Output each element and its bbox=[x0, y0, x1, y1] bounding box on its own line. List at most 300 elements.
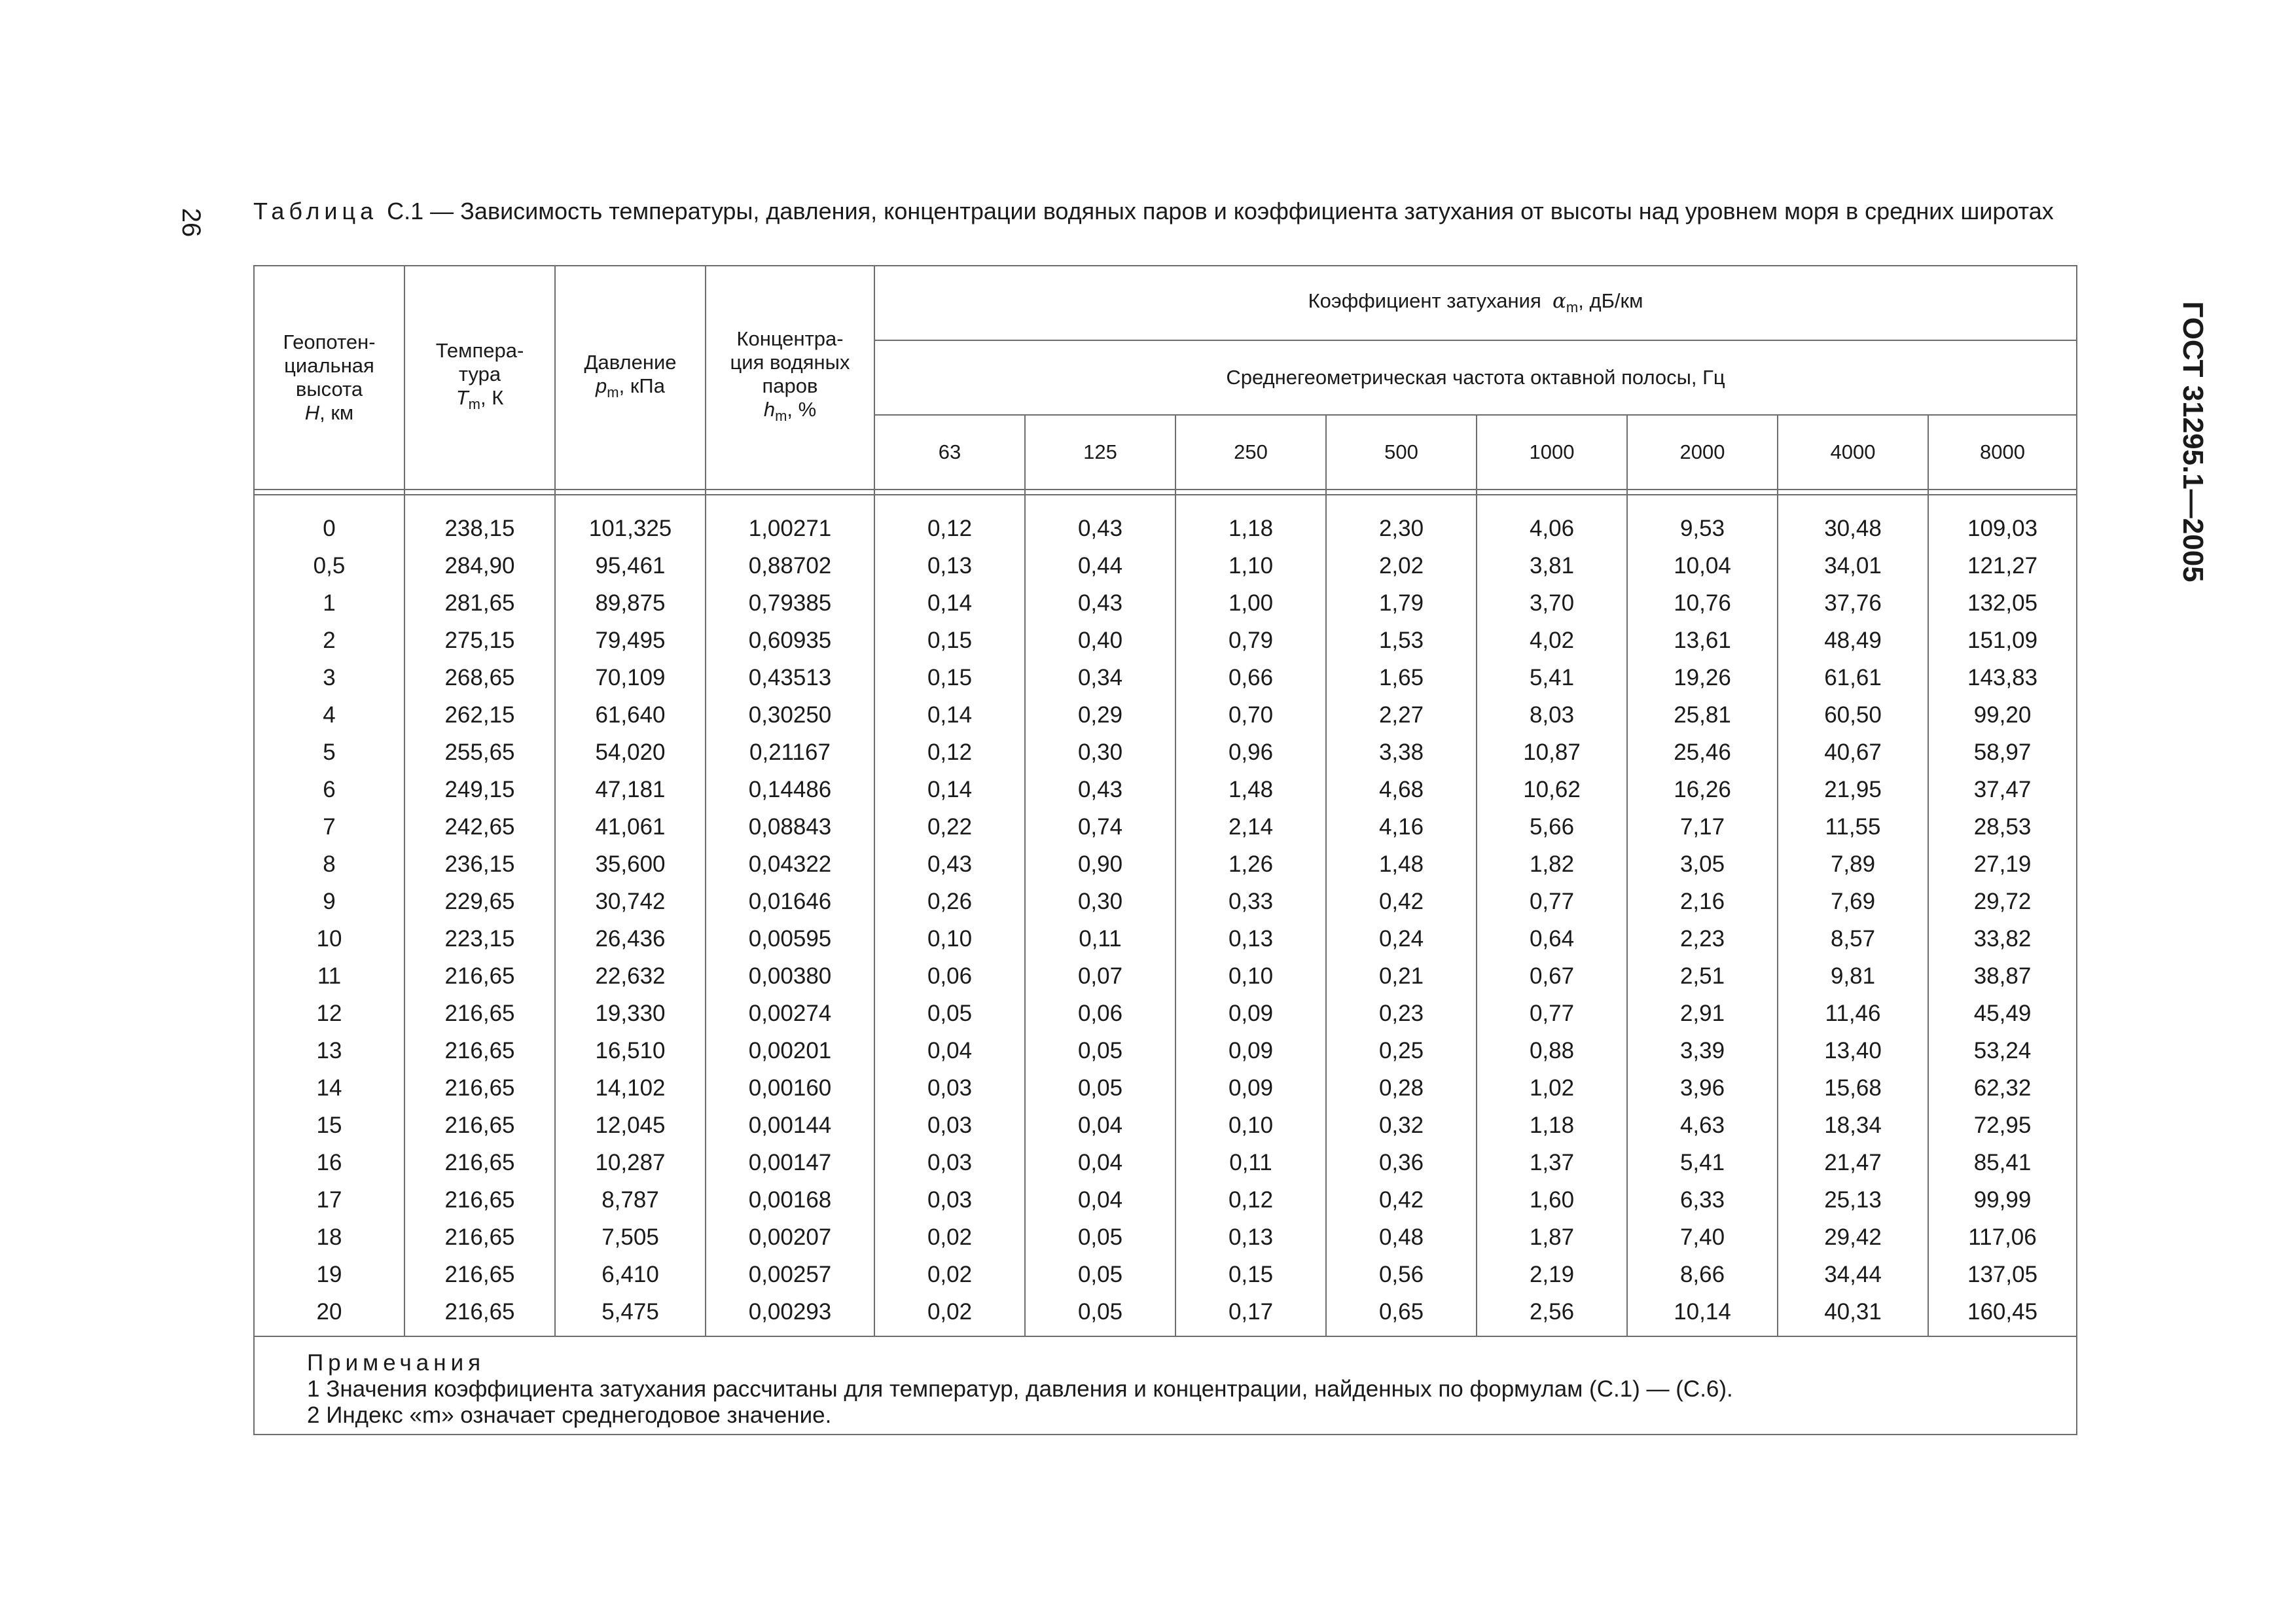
table-cell: 19,330 bbox=[555, 995, 706, 1032]
table-cell: 34,44 bbox=[1778, 1256, 1928, 1293]
table-cell: 10,76 bbox=[1627, 584, 1778, 622]
table-cell: 117,06 bbox=[1928, 1219, 2077, 1256]
table-cell: 0,04 bbox=[1025, 1144, 1175, 1181]
table-cell: 16,26 bbox=[1627, 771, 1778, 808]
table-cell: 0,88702 bbox=[706, 547, 874, 584]
table-cell: 0,02 bbox=[874, 1219, 1025, 1256]
table-cell: 11,46 bbox=[1778, 995, 1928, 1032]
table-cell: 53,24 bbox=[1928, 1032, 2077, 1069]
table-cell: 4,16 bbox=[1326, 808, 1477, 846]
table-cell: 15,68 bbox=[1778, 1069, 1928, 1107]
table-cell: 35,600 bbox=[555, 846, 706, 883]
table-cell: 0,22 bbox=[874, 808, 1025, 846]
frequency-header: 250 bbox=[1175, 415, 1326, 490]
table-cell: 4 bbox=[254, 696, 404, 734]
table-cell: 0,04 bbox=[874, 1032, 1025, 1069]
table-cell: 0,00168 bbox=[706, 1181, 874, 1219]
table-cell: 151,09 bbox=[1928, 622, 2077, 659]
table-cell: 61,61 bbox=[1778, 659, 1928, 696]
table-cell: 99,99 bbox=[1928, 1181, 2077, 1219]
table-cell: 4,02 bbox=[1477, 622, 1627, 659]
table-cell: 0,15 bbox=[874, 622, 1025, 659]
table-cell: 238,15 bbox=[404, 495, 555, 547]
table-cell: 284,90 bbox=[404, 547, 555, 584]
notes-title: Примечания bbox=[307, 1350, 486, 1376]
table-cell: 8 bbox=[254, 846, 404, 883]
table-body bbox=[254, 495, 2077, 1336]
table-cell: 6,410 bbox=[555, 1256, 706, 1293]
table-cell: 7 bbox=[254, 808, 404, 846]
table-cell: 2,27 bbox=[1326, 696, 1477, 734]
table-cell: 11,55 bbox=[1778, 808, 1928, 846]
table-cell: 160,45 bbox=[1928, 1293, 2077, 1336]
column-group-attenuation: Коэффициент затухания $\alpha_m$, дБ/км bbox=[874, 266, 2077, 340]
table-cell: 0,64 bbox=[1477, 920, 1627, 957]
table-cell: 0,09 bbox=[1175, 1032, 1326, 1069]
table-cell: 0,03 bbox=[874, 1181, 1025, 1219]
table-row bbox=[254, 920, 2077, 957]
table-cell: 0,12 bbox=[1175, 1181, 1326, 1219]
table-cell: 28,53 bbox=[1928, 808, 2077, 846]
table-cell: 3,96 bbox=[1627, 1069, 1778, 1107]
table-cell: 12 bbox=[254, 995, 404, 1032]
table-row bbox=[254, 495, 2077, 547]
table-cell: 0,06 bbox=[874, 957, 1025, 995]
table-cell: 9,53 bbox=[1627, 495, 1778, 547]
table-cell: 0,04322 bbox=[706, 846, 874, 883]
table-cell: 29,72 bbox=[1928, 883, 2077, 920]
table-cell: 3,81 bbox=[1477, 547, 1627, 584]
table-cell: 0,42 bbox=[1326, 1181, 1477, 1219]
table-cell: 0,10 bbox=[1175, 957, 1326, 995]
data-table bbox=[253, 265, 2077, 1435]
table-cell: 2,19 bbox=[1477, 1256, 1627, 1293]
table-cell: 109,03 bbox=[1928, 495, 2077, 547]
table-row bbox=[254, 771, 2077, 808]
table-cell: 0,05 bbox=[874, 995, 1025, 1032]
table-cell: 216,65 bbox=[404, 1107, 555, 1144]
table-cell: 7,89 bbox=[1778, 846, 1928, 883]
table-cell: 1,79 bbox=[1326, 584, 1477, 622]
table-cell: 60,50 bbox=[1778, 696, 1928, 734]
table-cell: 0,00274 bbox=[706, 995, 874, 1032]
table-cell: 3,05 bbox=[1627, 846, 1778, 883]
table-cell: 0,15 bbox=[874, 659, 1025, 696]
table-cell: 22,632 bbox=[555, 957, 706, 995]
table-cell: 0,30250 bbox=[706, 696, 874, 734]
table-cell: 1,37 bbox=[1477, 1144, 1627, 1181]
table-cell: 1,26 bbox=[1175, 846, 1326, 883]
table-cell: 216,65 bbox=[404, 1256, 555, 1293]
table-row bbox=[254, 846, 2077, 883]
table-cell: 0,10 bbox=[1175, 1107, 1326, 1144]
table-cell: 95,461 bbox=[555, 547, 706, 584]
table-cell: 58,97 bbox=[1928, 734, 2077, 771]
table-cell: 13,40 bbox=[1778, 1032, 1928, 1069]
table-cell: 33,82 bbox=[1928, 920, 2077, 957]
frequency-header: 2000 bbox=[1627, 415, 1778, 490]
table-cell: 0,70 bbox=[1175, 696, 1326, 734]
table-cell: 0,03 bbox=[874, 1144, 1025, 1181]
table-cell: 1,48 bbox=[1326, 846, 1477, 883]
table-cell: 216,65 bbox=[404, 957, 555, 995]
table-cell: 0,00147 bbox=[706, 1144, 874, 1181]
table-cell: 54,020 bbox=[555, 734, 706, 771]
table-cell: 30,742 bbox=[555, 883, 706, 920]
table-cell: 79,495 bbox=[555, 622, 706, 659]
table-cell: 101,325 bbox=[555, 495, 706, 547]
table-cell: 0,65 bbox=[1326, 1293, 1477, 1336]
table-cell: 19,26 bbox=[1627, 659, 1778, 696]
table-cell: 0,24 bbox=[1326, 920, 1477, 957]
table-cell: 216,65 bbox=[404, 1069, 555, 1107]
table-row bbox=[254, 1144, 2077, 1181]
table-cell: 0,17 bbox=[1175, 1293, 1326, 1336]
table-cell: 2,51 bbox=[1627, 957, 1778, 995]
table-cell: 1,82 bbox=[1477, 846, 1627, 883]
table-cell: 29,42 bbox=[1778, 1219, 1928, 1256]
table-cell: 5,41 bbox=[1477, 659, 1627, 696]
table-cell: 0,5 bbox=[254, 547, 404, 584]
table-cell: 7,40 bbox=[1627, 1219, 1778, 1256]
header-separator bbox=[254, 490, 2077, 495]
table-cell: 7,17 bbox=[1627, 808, 1778, 846]
table-cell: 0,14 bbox=[874, 696, 1025, 734]
table-cell: 3,70 bbox=[1477, 584, 1627, 622]
table-cell: 0,66 bbox=[1175, 659, 1326, 696]
table-row bbox=[254, 808, 2077, 846]
table-cell: 14,102 bbox=[555, 1069, 706, 1107]
table-cell: 2,16 bbox=[1627, 883, 1778, 920]
frequency-header: 500 bbox=[1326, 415, 1477, 490]
table-cell: 4,63 bbox=[1627, 1107, 1778, 1144]
table-row bbox=[254, 1256, 2077, 1293]
table-cell: 0,79 bbox=[1175, 622, 1326, 659]
table-cell: 62,32 bbox=[1928, 1069, 2077, 1107]
table-cell: 137,05 bbox=[1928, 1256, 2077, 1293]
table-cell: 0,00293 bbox=[706, 1293, 874, 1336]
caption-lead: Таблица bbox=[253, 198, 378, 224]
table-cell: 121,27 bbox=[1928, 547, 2077, 584]
table-row bbox=[254, 659, 2077, 696]
table-cell: 72,95 bbox=[1928, 1107, 2077, 1144]
table-cell: 0,13 bbox=[1175, 920, 1326, 957]
table-cell: 4,06 bbox=[1477, 495, 1627, 547]
table-cell: 0,88 bbox=[1477, 1032, 1627, 1069]
table-cell: 0,08843 bbox=[706, 808, 874, 846]
table-cell: 0,79385 bbox=[706, 584, 874, 622]
table-cell: 12,045 bbox=[555, 1107, 706, 1144]
table-row bbox=[254, 547, 2077, 584]
table-cell: 268,65 bbox=[404, 659, 555, 696]
column-header-temperature: Темпера- тура $T_m$, К bbox=[404, 266, 555, 490]
table-cell: 2,91 bbox=[1627, 995, 1778, 1032]
table-cell: 0,74 bbox=[1025, 808, 1175, 846]
table-cell: 25,81 bbox=[1627, 696, 1778, 734]
table-cell: 3,38 bbox=[1326, 734, 1477, 771]
table-caption bbox=[253, 196, 2086, 226]
table-cell: 6 bbox=[254, 771, 404, 808]
table-cell: 85,41 bbox=[1928, 1144, 2077, 1181]
table-cell: 13,61 bbox=[1627, 622, 1778, 659]
table-cell: 0,00595 bbox=[706, 920, 874, 957]
table-cell: 132,05 bbox=[1928, 584, 2077, 622]
table-cell: 0,04 bbox=[1025, 1181, 1175, 1219]
note-item: 1 Значения коэффициента затухания рассчитаны для температур, давления и концентрации, найденных по формулам (С.1) — (С.6). bbox=[307, 1376, 1733, 1402]
table-cell: 0,34 bbox=[1025, 659, 1175, 696]
table-cell: 8,03 bbox=[1477, 696, 1627, 734]
table-cell: 216,65 bbox=[404, 1181, 555, 1219]
table-cell: 0,12 bbox=[874, 734, 1025, 771]
table-cell: 99,20 bbox=[1928, 696, 2077, 734]
table-cell: 37,76 bbox=[1778, 584, 1928, 622]
table-cell: 0,32 bbox=[1326, 1107, 1477, 1144]
table-cell: 0,67 bbox=[1477, 957, 1627, 995]
column-header-concentration: Концентра- ция водяных паров $h_m$, % bbox=[706, 266, 874, 490]
table-cell: 0,05 bbox=[1025, 1293, 1175, 1336]
table-cell: 1,53 bbox=[1326, 622, 1477, 659]
table-row bbox=[254, 1293, 2077, 1336]
table-cell: 223,15 bbox=[404, 920, 555, 957]
table-cell: 5 bbox=[254, 734, 404, 771]
caption-text: С.1 — Зависимость температуры, давления, концентрации водяных паров и коэффициента затухания от высоты над уровнем моря в средних широтах bbox=[387, 198, 2054, 224]
table-cell: 242,65 bbox=[404, 808, 555, 846]
table-cell: 0,77 bbox=[1477, 883, 1627, 920]
table-row bbox=[254, 1107, 2077, 1144]
table-cell: 0,26 bbox=[874, 883, 1025, 920]
table-cell: 0,02 bbox=[874, 1293, 1025, 1336]
column-header-height: Геопотен- циальная высота H, км bbox=[254, 266, 404, 490]
table-cell: 2,30 bbox=[1326, 495, 1477, 547]
table-cell: 30,48 bbox=[1778, 495, 1928, 547]
table-cell: 17 bbox=[254, 1181, 404, 1219]
table-row bbox=[254, 1069, 2077, 1107]
table-cell: 41,061 bbox=[555, 808, 706, 846]
table-cell: 70,109 bbox=[555, 659, 706, 696]
table-cell: 1,18 bbox=[1175, 495, 1326, 547]
table-cell: 0,40 bbox=[1025, 622, 1175, 659]
table-cell: 0,01646 bbox=[706, 883, 874, 920]
note-item: 2 Индекс «m» означает среднегодовое значение. bbox=[307, 1402, 832, 1428]
table-cell: 275,15 bbox=[404, 622, 555, 659]
table-cell: 16 bbox=[254, 1144, 404, 1181]
table-cell: 0,05 bbox=[1025, 1032, 1175, 1069]
table-cell: 0,05 bbox=[1025, 1069, 1175, 1107]
table-cell: 1 bbox=[254, 584, 404, 622]
table-cell: 0,29 bbox=[1025, 696, 1175, 734]
table-cell: 4,68 bbox=[1326, 771, 1477, 808]
notes-block bbox=[254, 1336, 2077, 1435]
table-cell: 27,19 bbox=[1928, 846, 2077, 883]
table-cell: 10,287 bbox=[555, 1144, 706, 1181]
table-cell: 2,56 bbox=[1477, 1293, 1627, 1336]
table-cell: 0,42 bbox=[1326, 883, 1477, 920]
table-cell: 5,475 bbox=[555, 1293, 706, 1336]
table-cell: 8,66 bbox=[1627, 1256, 1778, 1293]
table-row bbox=[254, 1181, 2077, 1219]
table-cell: 0,43 bbox=[1025, 495, 1175, 547]
table-cell: 0,33 bbox=[1175, 883, 1326, 920]
table-cell: 38,87 bbox=[1928, 957, 2077, 995]
table-cell: 0,03 bbox=[874, 1107, 1025, 1144]
table-cell: 0,14 bbox=[874, 584, 1025, 622]
table-cell: 0,36 bbox=[1326, 1144, 1477, 1181]
table-cell: 18 bbox=[254, 1219, 404, 1256]
table-cell: 249,15 bbox=[404, 771, 555, 808]
table-row bbox=[254, 734, 2077, 771]
table-cell: 10,04 bbox=[1627, 547, 1778, 584]
table-cell: 0,23 bbox=[1326, 995, 1477, 1032]
table-cell: 0,44 bbox=[1025, 547, 1175, 584]
table-cell: 0,00201 bbox=[706, 1032, 874, 1069]
table-cell: 0,43 bbox=[874, 846, 1025, 883]
table-cell: 1,48 bbox=[1175, 771, 1326, 808]
table-cell: 10 bbox=[254, 920, 404, 957]
table-cell: 216,65 bbox=[404, 1293, 555, 1336]
table-cell: 18,34 bbox=[1778, 1107, 1928, 1144]
table-cell: 281,65 bbox=[404, 584, 555, 622]
table-cell: 1,60 bbox=[1477, 1181, 1627, 1219]
table-row bbox=[254, 584, 2077, 622]
table-cell: 37,47 bbox=[1928, 771, 2077, 808]
table-cell: 11 bbox=[254, 957, 404, 995]
table-cell: 13 bbox=[254, 1032, 404, 1069]
table-cell: 21,47 bbox=[1778, 1144, 1928, 1181]
frequency-header: 125 bbox=[1025, 415, 1175, 490]
table-cell: 262,15 bbox=[404, 696, 555, 734]
table-cell: 0,09 bbox=[1175, 995, 1326, 1032]
table-cell: 8,57 bbox=[1778, 920, 1928, 957]
column-group-frequency: Среднегеометрическая частота октавной полосы, Гц bbox=[874, 340, 2077, 415]
table-cell: 0,21 bbox=[1326, 957, 1477, 995]
table-row bbox=[254, 696, 2077, 734]
table-cell: 0,00257 bbox=[706, 1256, 874, 1293]
table-cell: 14 bbox=[254, 1069, 404, 1107]
frequency-header: 8000 bbox=[1928, 415, 2077, 490]
table-cell: 7,505 bbox=[555, 1219, 706, 1256]
table-cell: 0,06 bbox=[1025, 995, 1175, 1032]
table-cell: 0 bbox=[254, 495, 404, 547]
table-cell: 10,87 bbox=[1477, 734, 1627, 771]
table-cell: 45,49 bbox=[1928, 995, 2077, 1032]
table-cell: 2 bbox=[254, 622, 404, 659]
table-cell: 216,65 bbox=[404, 995, 555, 1032]
table-cell: 0,00160 bbox=[706, 1069, 874, 1107]
table-cell: 216,65 bbox=[404, 1219, 555, 1256]
table-row bbox=[254, 883, 2077, 920]
table-cell: 20 bbox=[254, 1293, 404, 1336]
table-cell: 0,10 bbox=[874, 920, 1025, 957]
table-row bbox=[254, 1219, 2077, 1256]
table-cell: 0,30 bbox=[1025, 734, 1175, 771]
table-cell: 0,43 bbox=[1025, 771, 1175, 808]
table-cell: 1,87 bbox=[1477, 1219, 1627, 1256]
table-cell: 0,13 bbox=[1175, 1219, 1326, 1256]
table-cell: 0,15 bbox=[1175, 1256, 1326, 1293]
frequency-header: 63 bbox=[874, 415, 1025, 490]
table-header bbox=[254, 266, 2077, 495]
table-cell: 0,00144 bbox=[706, 1107, 874, 1144]
table-cell: 0,48 bbox=[1326, 1219, 1477, 1256]
table-cell: 61,640 bbox=[555, 696, 706, 734]
table-cell: 0,14 bbox=[874, 771, 1025, 808]
table-cell: 25,13 bbox=[1778, 1181, 1928, 1219]
table-cell: 0,12 bbox=[874, 495, 1025, 547]
table-cell: 40,31 bbox=[1778, 1293, 1928, 1336]
table-cell: 10,62 bbox=[1477, 771, 1627, 808]
table-cell: 1,02 bbox=[1477, 1069, 1627, 1107]
table-row bbox=[254, 622, 2077, 659]
table-cell: 216,65 bbox=[404, 1144, 555, 1181]
table-cell: 143,83 bbox=[1928, 659, 2077, 696]
table-cell: 3,39 bbox=[1627, 1032, 1778, 1069]
table-cell: 0,07 bbox=[1025, 957, 1175, 995]
table-cell: 34,01 bbox=[1778, 547, 1928, 584]
table-cell: 216,65 bbox=[404, 1032, 555, 1069]
table-cell: 0,60935 bbox=[706, 622, 874, 659]
table-cell: 2,14 bbox=[1175, 808, 1326, 846]
table-cell: 7,69 bbox=[1778, 883, 1928, 920]
table-cell: 0,11 bbox=[1025, 920, 1175, 957]
column-header-pressure: Давление $p_m$, кПа bbox=[555, 266, 706, 490]
table-cell: 1,00271 bbox=[706, 495, 874, 547]
table-cell: 9,81 bbox=[1778, 957, 1928, 995]
table-cell: 0,43513 bbox=[706, 659, 874, 696]
table-cell: 0,90 bbox=[1025, 846, 1175, 883]
table-cell: 0,03 bbox=[874, 1069, 1025, 1107]
table-cell: 1,65 bbox=[1326, 659, 1477, 696]
table-cell: 255,65 bbox=[404, 734, 555, 771]
table-cell: 0,30 bbox=[1025, 883, 1175, 920]
table-cell: 0,14486 bbox=[706, 771, 874, 808]
table-cell: 25,46 bbox=[1627, 734, 1778, 771]
table-row bbox=[254, 995, 2077, 1032]
table-cell: 0,96 bbox=[1175, 734, 1326, 771]
table-cell: 89,875 bbox=[555, 584, 706, 622]
table-cell: 229,65 bbox=[404, 883, 555, 920]
table-cell: 2,23 bbox=[1627, 920, 1778, 957]
page-number: 26 bbox=[177, 207, 206, 238]
table-cell: 1,10 bbox=[1175, 547, 1326, 584]
table-cell: 1,18 bbox=[1477, 1107, 1627, 1144]
table-cell: 0,09 bbox=[1175, 1069, 1326, 1107]
table-cell: 8,787 bbox=[555, 1181, 706, 1219]
table-cell: 0,02 bbox=[874, 1256, 1025, 1293]
table-cell: 26,436 bbox=[555, 920, 706, 957]
table-cell: 15 bbox=[254, 1107, 404, 1144]
table-cell: 5,66 bbox=[1477, 808, 1627, 846]
table-cell: 16,510 bbox=[555, 1032, 706, 1069]
table-cell: 0,13 bbox=[874, 547, 1025, 584]
table-cell: 47,181 bbox=[555, 771, 706, 808]
table-row bbox=[254, 1032, 2077, 1069]
table-cell: 236,15 bbox=[404, 846, 555, 883]
table-cell: 6,33 bbox=[1627, 1181, 1778, 1219]
table-cell: 0,00207 bbox=[706, 1219, 874, 1256]
table-cell: 40,67 bbox=[1778, 734, 1928, 771]
table-cell: 0,05 bbox=[1025, 1256, 1175, 1293]
table-cell: 3 bbox=[254, 659, 404, 696]
standard-designation: ГОСТ 31295.1—2005 bbox=[2177, 301, 2209, 582]
table-cell: 48,49 bbox=[1778, 622, 1928, 659]
table-cell: 0,43 bbox=[1025, 584, 1175, 622]
table-cell: 1,00 bbox=[1175, 584, 1326, 622]
table-cell: 5,41 bbox=[1627, 1144, 1778, 1181]
frequency-header: 4000 bbox=[1778, 415, 1928, 490]
table-cell: 0,04 bbox=[1025, 1107, 1175, 1144]
table-cell: 0,25 bbox=[1326, 1032, 1477, 1069]
table-cell: 0,00380 bbox=[706, 957, 874, 995]
